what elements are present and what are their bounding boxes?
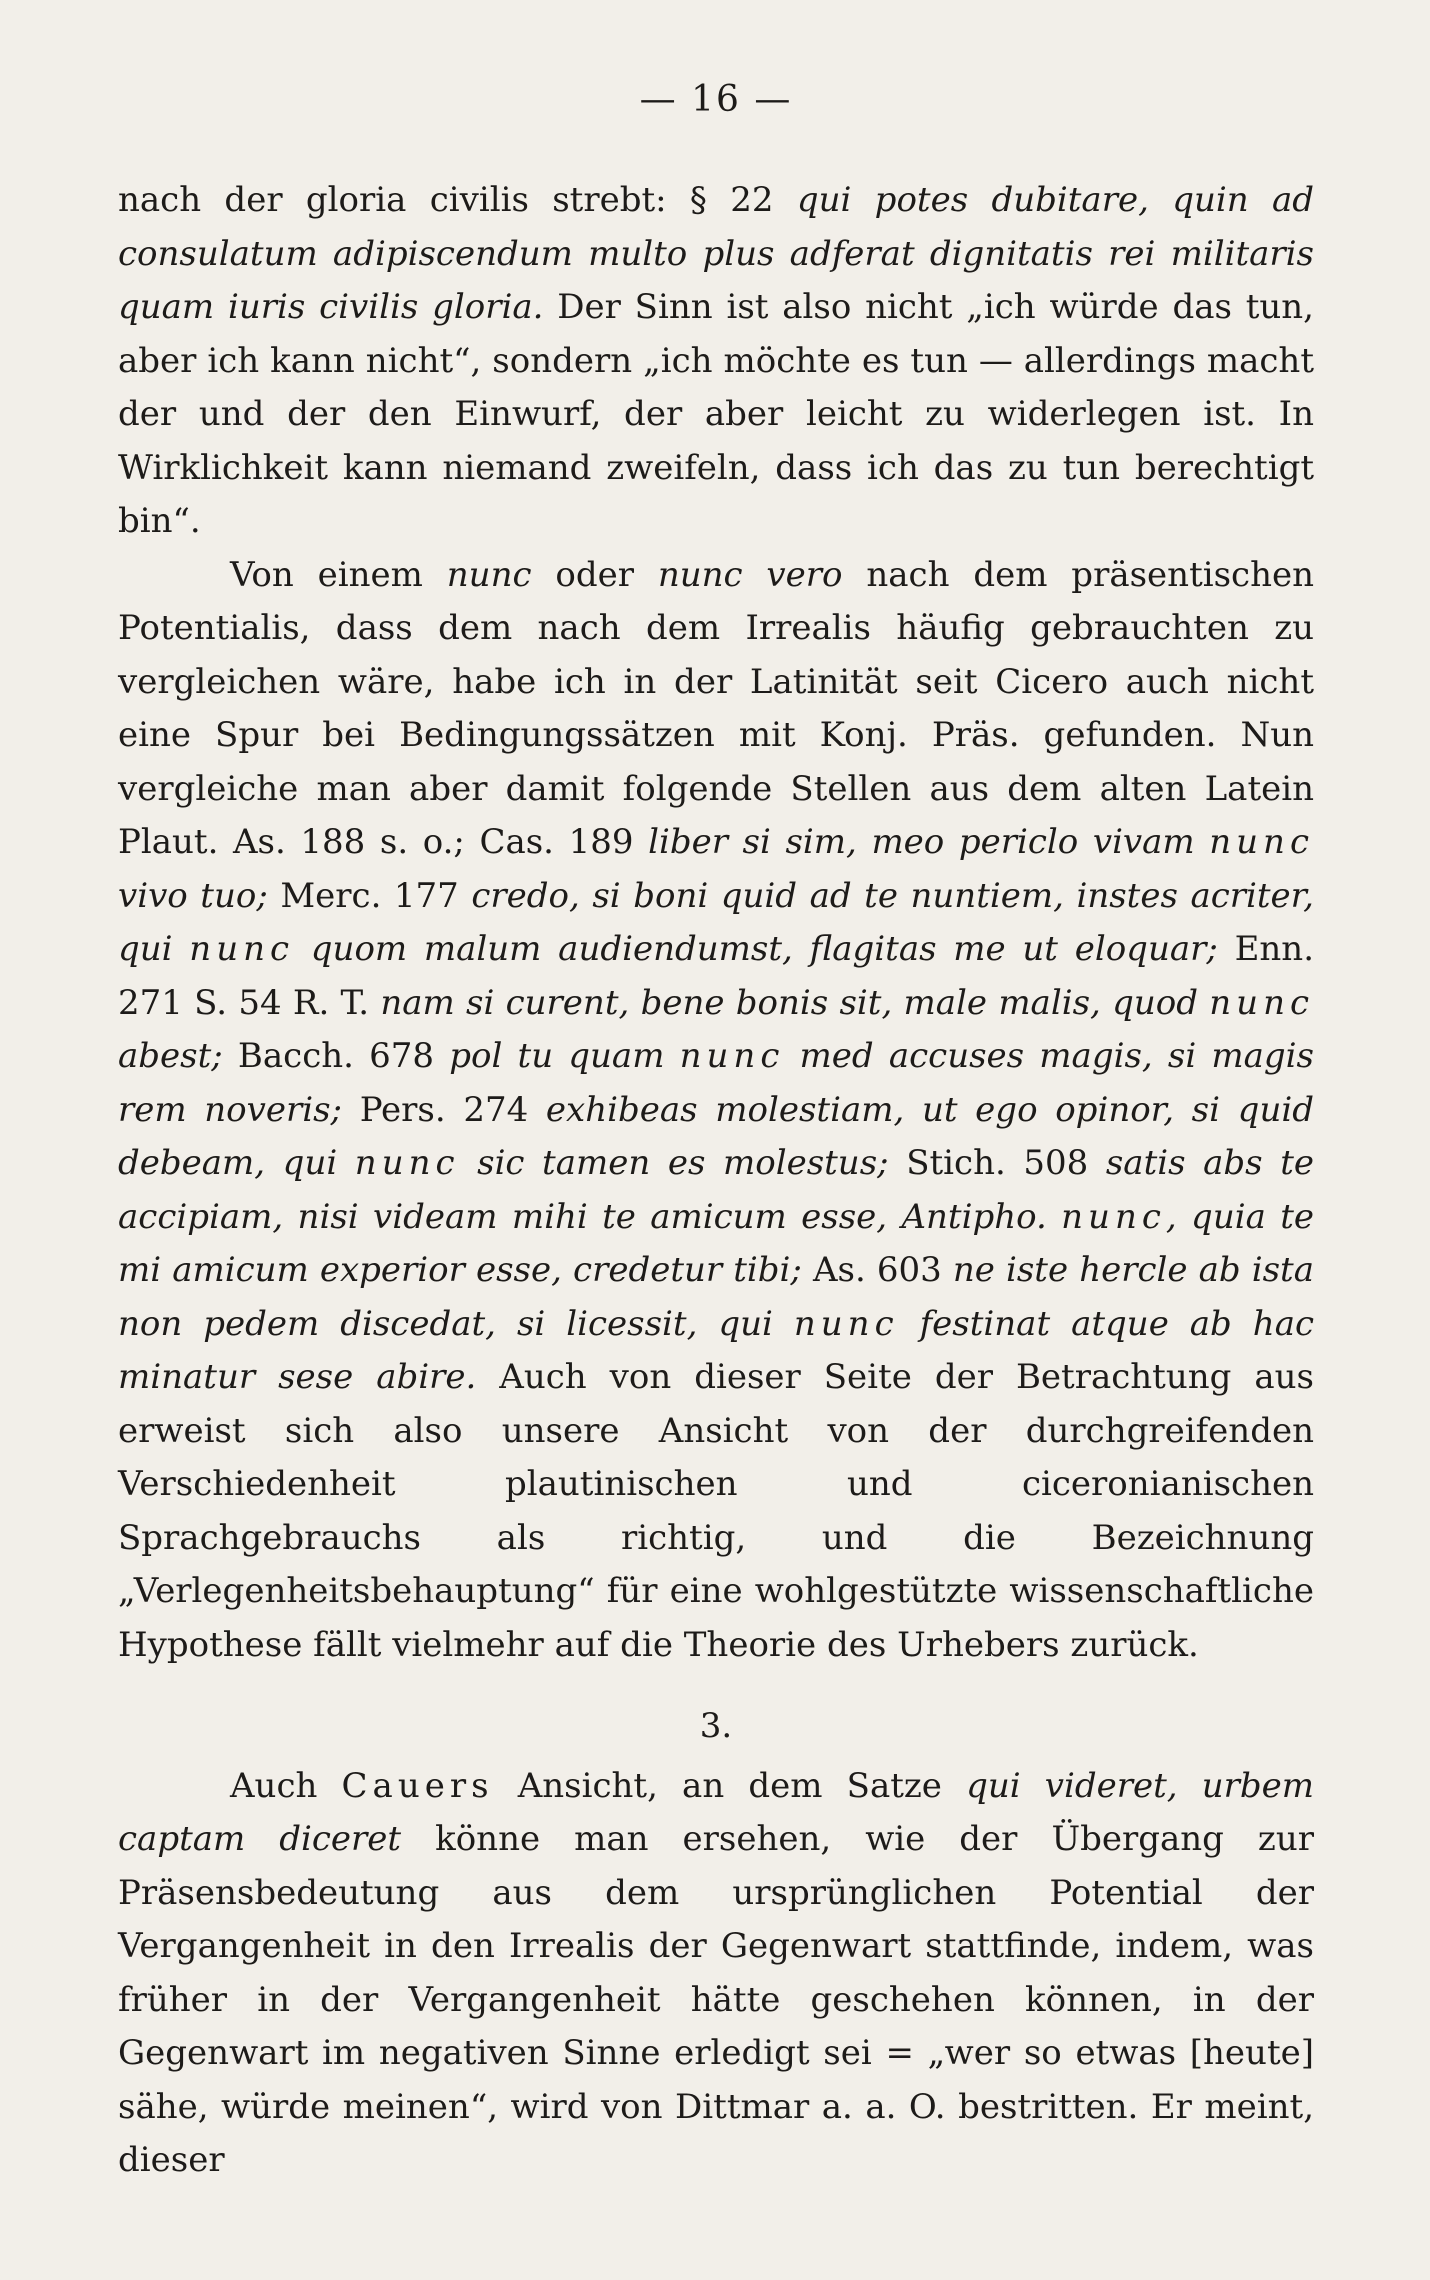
text-segment: sic tamen es molestus;	[459, 1143, 889, 1183]
text-segment: nunc	[446, 554, 532, 595]
text-segment: Enn. 271 S. 54 R. T.	[118, 929, 1315, 1023]
text-segment: Von einem	[230, 554, 447, 595]
section-number: 3.	[699, 1706, 733, 1746]
text-segment: pol tu quam	[449, 1036, 680, 1076]
paragraph-2	[118, 549, 1314, 1673]
text-segment: quom malum audiendumst, flagitas me ut eloquar;	[294, 929, 1218, 969]
text-segment: oder	[531, 554, 658, 595]
text-segment: credo, si boni quid ad te nuntiem, instes acriter, qui	[118, 875, 1314, 969]
text-segment: qui videret, urbem captam diceret	[118, 1765, 1314, 1859]
text-segment: nach dem präsentischen Potentialis, dass dem nach dem Irrealis häufig gebrauchten zu vergleichen wäre, habe ich in der Latinität seit Cicero auch nicht eine Spur bei Bedingungssätzen mit Konj. Präs. gefunden. Nun vergleiche man aber damit folgende Stellen aus dem alten Latein Plaut. As. 188 s. o.; Cas. 189	[118, 554, 1315, 862]
text-segment: nunc	[354, 1143, 460, 1183]
text-segment: Pers. 274	[342, 1089, 546, 1130]
text-segment: Merc. 177	[267, 875, 472, 916]
text-segment: nunc	[1061, 1196, 1166, 1237]
text-segment: Auch von dieser Seite der Betrachtung aus erweist sich also unsere Ansicht von der durchgreifenden Verschiedenheit plautinischen und ciceronianischen Sprachgebrauchs als richtig, und die Bezeichnung „Verlegenheitsbehauptung“ für eine wohlgestützte wissenschaftliche Hypothese fällt vielmehr auf die Theorie des Urhebers zurück.	[118, 1357, 1314, 1665]
text-segment: nunc	[189, 929, 295, 969]
text-segment: könne man ersehen, wie der Übergang zur Präsensbedeutung aus dem ursprünglichen Potential der Vergangenheit in den Irrealis der Gegenwart stattfinde, indem, was früher in der Vergangenheit hätte geschehen können, in der Gegenwart im negativen Sinne erledigt sei = „wer so etwas [heute] sähe, würde meinen“, wird von Dittmar a. a. O. bestritten. Er meint, dieser	[118, 1819, 1314, 2180]
text-segment: exhibeas molestiam, ut ego opinor, si quid debeam, qui	[118, 1089, 1314, 1183]
text-segment: abest;	[118, 1036, 223, 1076]
text-segment: ne iste hercle ab ista non pedem discedat, si licessit, qui	[118, 1250, 1314, 1344]
page-number: — 16 —	[639, 79, 793, 120]
text-segment: nam si curent, bene bonis sit, male malis, quod	[380, 982, 1210, 1023]
text-segment: Stich. 508	[888, 1143, 1106, 1183]
text-segment: Ansicht, an dem Satze	[493, 1765, 967, 1806]
text-segment: satis abs te accipiam, nisi videam mihi te amicum esse, Antipho.	[118, 1143, 1314, 1237]
book-page	[118, 70, 1314, 2188]
text-segment: nunc	[679, 1036, 785, 1076]
text-segment: , quia te mi amicum experior esse, credetur tibi;	[118, 1196, 1315, 1290]
text-segment: liber si sim, meo periclo vivam	[648, 822, 1210, 862]
text-segment: Bacch. 678	[222, 1036, 450, 1076]
text-segment: festinat atque ab hac minatur sese abire.	[118, 1303, 1315, 1397]
text-segment: Der Sinn ist also nicht „ich würde das tun, aber ich kann nicht“, sondern „ich möchte es tun — allerdings macht der und der den Einwurf, der aber leicht zu widerlegen ist. In Wirklichkeit kann niemand zweifeln, dass ich das zu tun berechtigt bin“.	[118, 287, 1314, 541]
text-segment: nunc	[1209, 822, 1314, 862]
text-segment: vivo tuo;	[118, 875, 268, 916]
text-segment: As. 603	[801, 1250, 953, 1290]
paragraph-1	[118, 174, 1314, 549]
text-segment: Cauers	[341, 1765, 494, 1806]
paragraph-3	[118, 1760, 1314, 2188]
text-segment: med accuses magis, si magis rem noveris;	[118, 1036, 1314, 1130]
text-segment: nunc	[1209, 982, 1315, 1023]
text-segment: nunc	[793, 1303, 899, 1344]
text-segment: Auch	[230, 1765, 342, 1806]
text-segment: qui potes dubitare, quin ad consulatum adipiscendum multo plus adferat dignitatis rei militaris quam iuris civilis gloria.	[118, 180, 1314, 327]
text-segment: nunc vero	[657, 554, 843, 595]
text-segment: nach der gloria civilis strebt: § 22	[118, 180, 797, 220]
